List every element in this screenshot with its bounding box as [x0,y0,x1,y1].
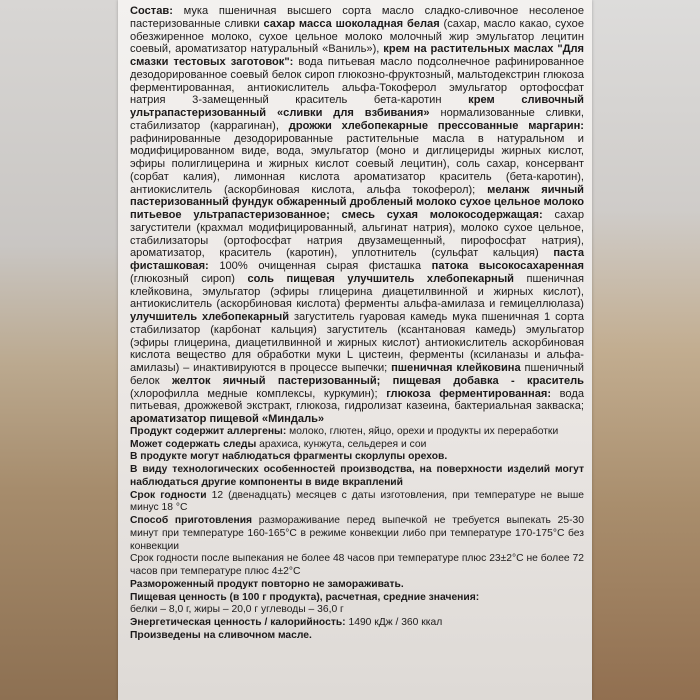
text-run: пшеничная клейковина, эмульгатор (эфиры глицерина диацетилвинной и жирных кислот), антиокислитель (аскорбиновая кислота) ферменты альфа-амилаза и гемицеллюлаза) [130,272,584,311]
refreeze-warning [130,579,584,592]
after-baking-paragraph [130,553,584,579]
shelf-life-paragraph [130,490,584,516]
text-run: пшеничный белок [130,362,584,387]
bold-text-run: сахар масса шоколадная белая [263,17,440,30]
text-run: 100% очищенная сырая фисташка [208,260,432,272]
preparation-paragraph [130,515,584,553]
bold-text-run: Размороженный продукт повторно не замораживать. [130,578,404,590]
bold-text-run: Может содержать следы [130,438,257,450]
text-run: (глюкозный сироп) [130,272,248,285]
bold-text-run: глюкоза ферментированная: [386,387,552,400]
text-run: размораживание перед выпечкой не требуется выпекать 25-30 минут при температуре 160-165°С в режиме конвекции либо при температуре 170-175°С без конвекции [130,515,585,552]
traces-paragraph [130,439,584,452]
bold-text-run: В виду технологических особенностей производства, на поверхности изделий могут наблюдаться другие компоненты в виде вкраплений [130,464,584,488]
text-run: Срок годности после выпекания не более 48 часов при температуре плюс 23±2°С не более 72 часов при температуре плюс 4±2°С [130,553,584,577]
allergens-paragraph [130,426,584,439]
bold-text-run: желток яичный пастеризованный; пищевая добавка - краситель [171,374,584,387]
bold-text-run: меланж яичный пастеризованный фундук обжаренный дробленый молоко сухое цельное молоко питьевое ультрапастеризованное; смесь сухая молокосодержащая: [130,183,584,221]
text-run: рафинированные дезодорированные растительные масла в натуральном и модифицированном виде, вода, эмульгатор (моно и диглицериды жирных кислот, эфиры полиглицерина и жирных кислот соевый лецитин), соль сахар, консервант (сорбат калия), лимонная кислота ароматизатор краситель (бета-каротин), антиокислитель (аскорбиновая кислота, альфа токоферол); [130,132,584,196]
ingredients-paragraph [130,5,584,426]
bold-text-run: дрожжи хлебопекарные прессованные маргарин: [288,119,584,132]
bold-text-run: патока высокосахаренная [431,260,584,272]
text-run: вода питьевая масло подсолнечное рафинированное дезодорированное соевый белок сироп глюкозно-фруктозный, мальтодекстрин глюкоза ферментированная, антиокислитель альфа-Токоферол эмульгатор ортофосфат натрия 3-замещенный краситель бета-каротин [130,56,584,107]
bold-text-run: В продукте могут наблюдаться фрагменты скорлупы орехов. [130,451,448,463]
bold-text-run: паста фисташковая: [130,247,584,272]
text-run: нормализованные сливки, стабилизатор (каррагинан), [130,107,584,132]
text-run: арахиса, кунжута, сельдерея и сои [256,438,427,450]
bold-text-run: Срок годности [130,489,207,501]
bold-text-run: Продукт содержит аллергены: [130,425,287,437]
text-run: молоко, глютен, яйцо, орехи и продукты их переработки [286,425,559,437]
text-run: мука пшеничная высшего сорта масло сладко-сливочное несоленое пастеризованные сливки [130,5,584,30]
bold-text-run: крем на растительных маслах "Для смазки тестовых заготовок": [130,43,584,68]
butter-note [130,630,584,643]
energy-value [130,617,584,630]
text-run: (сахар, масло какао, сухое обезжиренное молоко, сухое цельное молоко молочный жир эмульгатор лецитин соевый, ароматизатор натуральный «Ваниль»), [130,17,584,56]
bold-text-run: улучшитель хлебопекарный [130,311,290,323]
text-run: (хлорофиллa медные комплексы, куркумин); [130,387,387,400]
background-box-left [0,0,118,700]
text-run: белки – 8,0 г, жиры – 20,0 г углеводы – 36,0 г [130,604,344,616]
nut-shell-warning [130,451,584,464]
bold-text-run: Энергетическая ценность / калорийность: [130,617,346,628]
text-run: загуститель гуаровая камедь мука пшеничная 1 сорта стабилизатор (карбонат кальция) загуститель (ксантановая камедь) эмульгатор (эфиры глицерина, диацетилвинной и жирных кислот) антиокислитель аскорбиновая кислота вещество для обработки муки L цистеин, ферменты (ксиланазы и альфа-амилазы) – инактивируются в процессе выпечки; [130,311,584,374]
bold-text-run: ароматизатор пищевой «Миндаль» [130,413,325,425]
nutrition-values [130,604,584,617]
bold-text-run: пшеничная клейковина [391,362,521,374]
label-text [130,5,584,643]
text-run: сахар загустители (крахмал модифицированный, альгинат натрия), молоко сухое цельное, стабилизаторы (ортофосфат натрия двузамещенный, пирофосфат натрия), ароматизатор, краситель (каротин), уплотнитель (сульфат кальция) [130,209,584,260]
text-run: 1490 кДж / 360 ккал [345,617,443,628]
bold-text-run: Состав: [130,5,173,17]
text-run: 12 (двенадцать) месяцев с даты изготовления, при температуре не выше минус 18 °С [130,489,584,514]
bold-text-run: крем сливочный ультрапастеризованный «сливки для взбивания» [130,94,584,119]
background-box-right [590,0,700,700]
bold-text-run: Пищевая ценность (в 100 г продукта), расчетная, средние значения: [130,591,480,603]
text-run: вода питьевая, дрожжевой экстракт, глюкоза, гидролизат казеина, бактериальная закваска; [130,387,584,413]
technology-note [130,464,584,490]
nutrition-title [130,592,584,605]
bold-text-run: соль пищевая улучшитель хлебопекарный [247,272,515,285]
bold-text-run: Способ приготовления [130,515,253,526]
bold-text-run: Произведены на сливочном масле. [130,629,312,641]
